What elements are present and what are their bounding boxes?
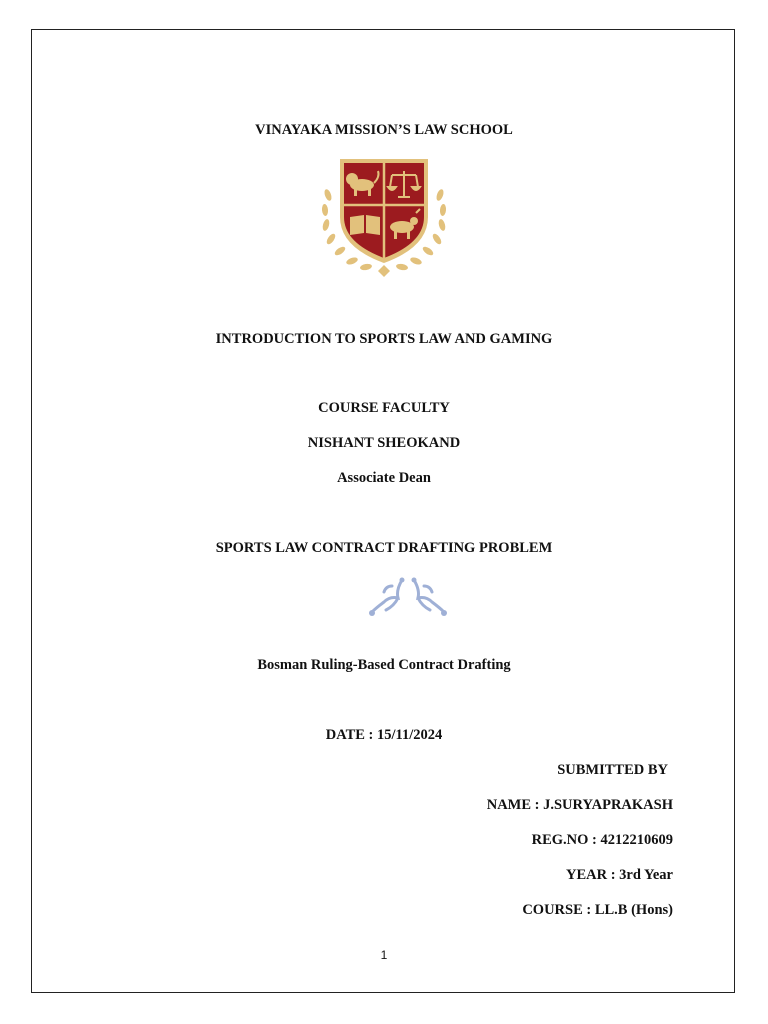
school-name: VINAYAKA MISSION’S LAW SCHOOL	[255, 122, 513, 138]
faculty-heading: COURSE FACULTY	[318, 400, 450, 416]
course-name: COURSE : LL.B (Hons)	[522, 902, 673, 918]
faculty-name: NISHANT SHEOKAND	[307, 435, 461, 451]
student-name: NAME : J.SURYAPRAKASH	[486, 797, 673, 813]
problem-title: SPORTS LAW CONTRACT DRAFTING PROBLEM	[215, 540, 553, 556]
floral-divider-ornament-icon	[368, 576, 448, 618]
study-year: YEAR : 3rd Year	[566, 867, 673, 883]
faculty-designation: Associate Dean	[337, 470, 431, 486]
submitted-by-heading: SUBMITTED BY	[557, 762, 668, 778]
page-number: 1	[380, 948, 388, 962]
course-title: INTRODUCTION TO SPORTS LAW AND GAMING	[215, 331, 553, 347]
subtitle: Bosman Ruling-Based Contract Drafting	[257, 657, 511, 673]
submission-date: DATE : 15/11/2024	[325, 727, 443, 743]
registration-number: REG.NO : 4212210609	[531, 832, 673, 848]
law-school-crest-icon	[318, 155, 450, 279]
